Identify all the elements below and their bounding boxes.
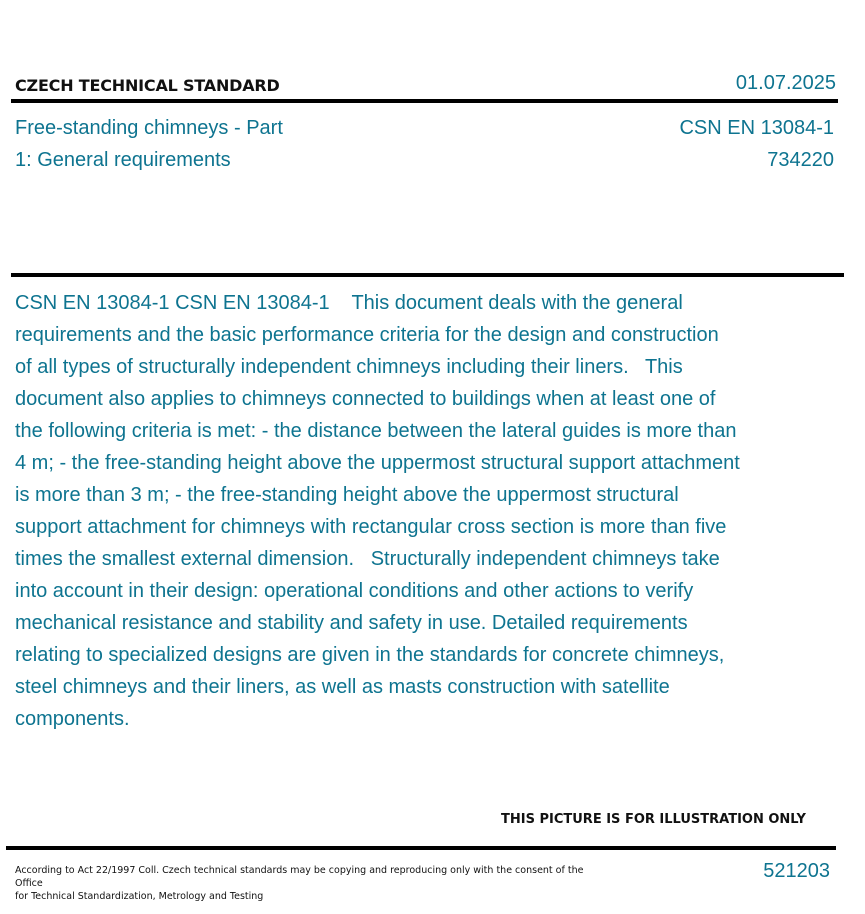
title-divider: [11, 273, 844, 277]
header-divider: [11, 99, 838, 103]
standard-title-line-1: Free-standing chimneys - Part: [15, 117, 283, 139]
document-header-title: CZECH TECHNICAL STANDARD: [15, 76, 280, 95]
classification-number: 734220: [767, 149, 834, 171]
legal-notice-line-2: for Technical Standardization, Metrology and Testing: [15, 891, 264, 902]
legal-notice: [15, 864, 585, 903]
legal-notice-line-1: According to Act 22/1997 Coll. Czech technical standards may be copying and reproducing only with the consent of the Office: [15, 865, 584, 889]
standard-title-line-2: 1: General requirements: [15, 149, 231, 171]
standard-code: CSN EN 13084-1: [679, 117, 834, 139]
illustration-note: THIS PICTURE IS FOR ILLUSTRATION ONLY: [501, 812, 806, 827]
standard-title: [15, 112, 345, 176]
abstract-text: CSN EN 13084-1 CSN EN 13084-1 This document deals with the general requirements and the basic performance criteria for the design and construction of all types of structurally independent chimneys including their liners. This document also applies to chimneys connected to buildings when at least one of the following criteria is met: - the distance between the lateral guides is more than 4 m; - the free-standing height above the uppermost structural support attachment is more than 3 m; - the free-standing height above the uppermost structural support attachment for chimneys with rectangular cross section is more than five times the smallest external dimension. Structurally independent chimneys take into account in their design: operational conditions and other actions to verify mechanical resistance and stability and safety in use. Detailed requirements relating to specialized designs are given in the standards for concrete chimneys, steel chimneys and their liners, as well as masts construction with satellite components.: [15, 292, 746, 730]
standard-identifiers: [574, 112, 834, 176]
publication-date: 01.07.2025: [735, 72, 836, 94]
footer-document-number: 521203: [763, 860, 830, 882]
footer-divider: [6, 846, 836, 850]
